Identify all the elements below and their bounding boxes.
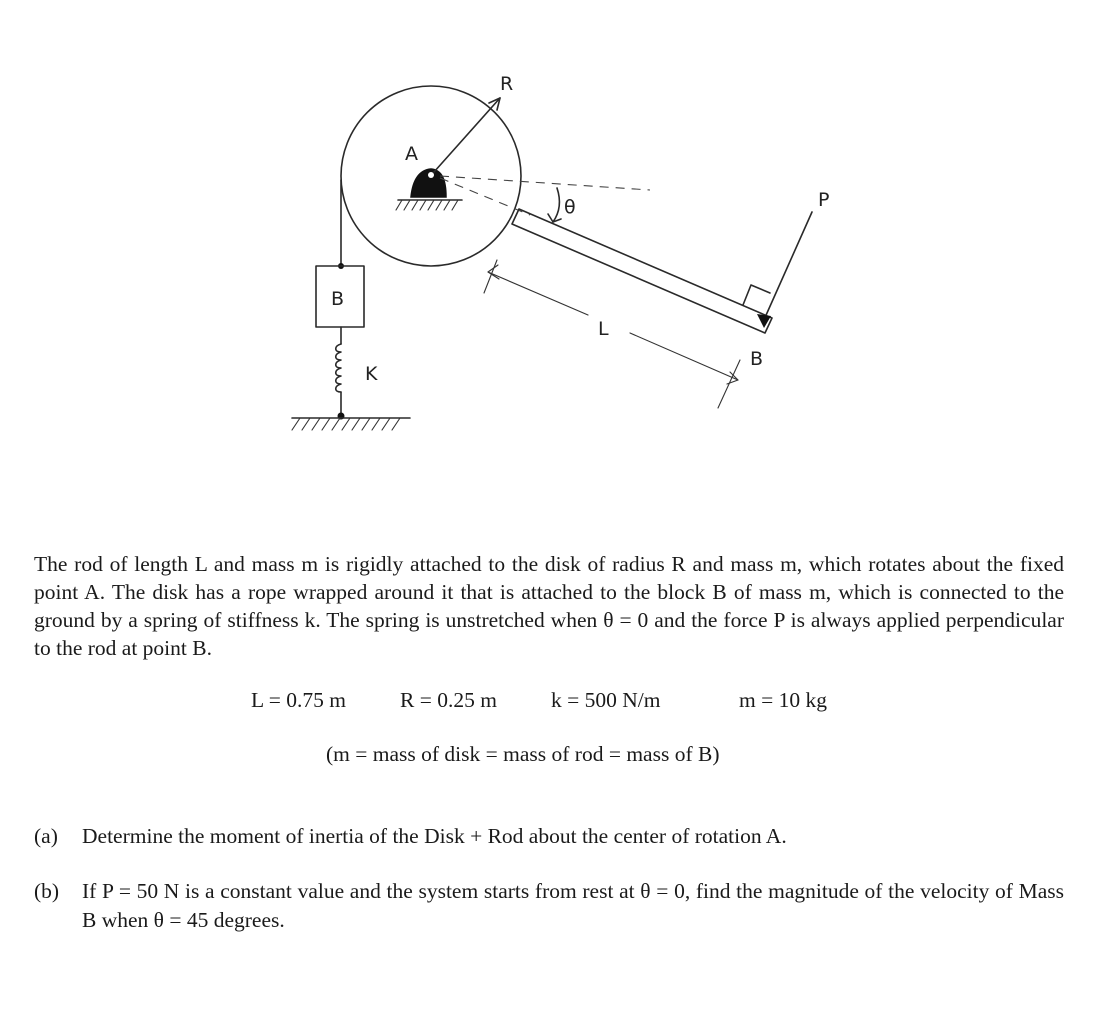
length-label: L [598, 318, 609, 340]
force-p-label: P [818, 189, 830, 211]
question-a [34, 822, 1064, 851]
right-angle-mark [743, 285, 770, 305]
force-p-line [763, 212, 812, 322]
point-b-label: B [750, 348, 764, 370]
param-radius: R = 0.25 m [400, 688, 497, 712]
mass-note: (m = mass of disk = mass of rod = mass of B) [326, 742, 720, 766]
rod [512, 209, 772, 333]
question-a-label: (a) [34, 824, 58, 848]
theta-arrowhead [548, 214, 561, 222]
pivot-support [411, 169, 446, 197]
pivot-ground-hatch [396, 200, 458, 210]
theta-arc [553, 188, 559, 222]
rod-axis-dashed [440, 178, 530, 215]
question-b-label: (b) [34, 879, 60, 903]
problem-description: The rod of length L and mass m is rigidly attached to the disk of radius R and mass m, which rotates about the fixed point A. The disk has a rope wrapped around it that is attached to the block B of mass m, which is connected to the ground by a spring of stiffness k. The spring is unstretched when θ = 0 and the force P is always applied perpendicular to the rod at point B. [34, 552, 1064, 660]
radius-label: R [500, 73, 514, 95]
question-b [34, 877, 1064, 935]
length-dim-line-1 [488, 272, 588, 315]
pivot-pin [428, 172, 434, 178]
radius-line [434, 98, 500, 172]
param-stiffness: k = 500 N/m [551, 688, 661, 712]
ground-hatch [292, 418, 400, 430]
param-length: L = 0.75 m [251, 688, 346, 712]
length-dim-line-2 [630, 333, 738, 380]
length-dim-left-arrow [488, 265, 499, 279]
pivot-label: A [405, 143, 418, 165]
question-b-text: If P = 50 N is a constant value and the system starts from rest at θ = 0, find the magnitude of the velocity of Mass B when θ = 45 degrees. [82, 879, 1064, 932]
theta-label: θ [564, 196, 576, 218]
block-b-label: B [331, 288, 345, 310]
horizontal-reference-dashed [440, 176, 650, 190]
spring-label: K [365, 363, 378, 385]
length-dim-right-tick [718, 360, 740, 408]
question-a-text: Determine the moment of inertia of the Disk + Rod about the center of rotation A. [82, 824, 787, 848]
param-mass: m = 10 kg [739, 688, 827, 712]
spring-coil [336, 344, 341, 392]
